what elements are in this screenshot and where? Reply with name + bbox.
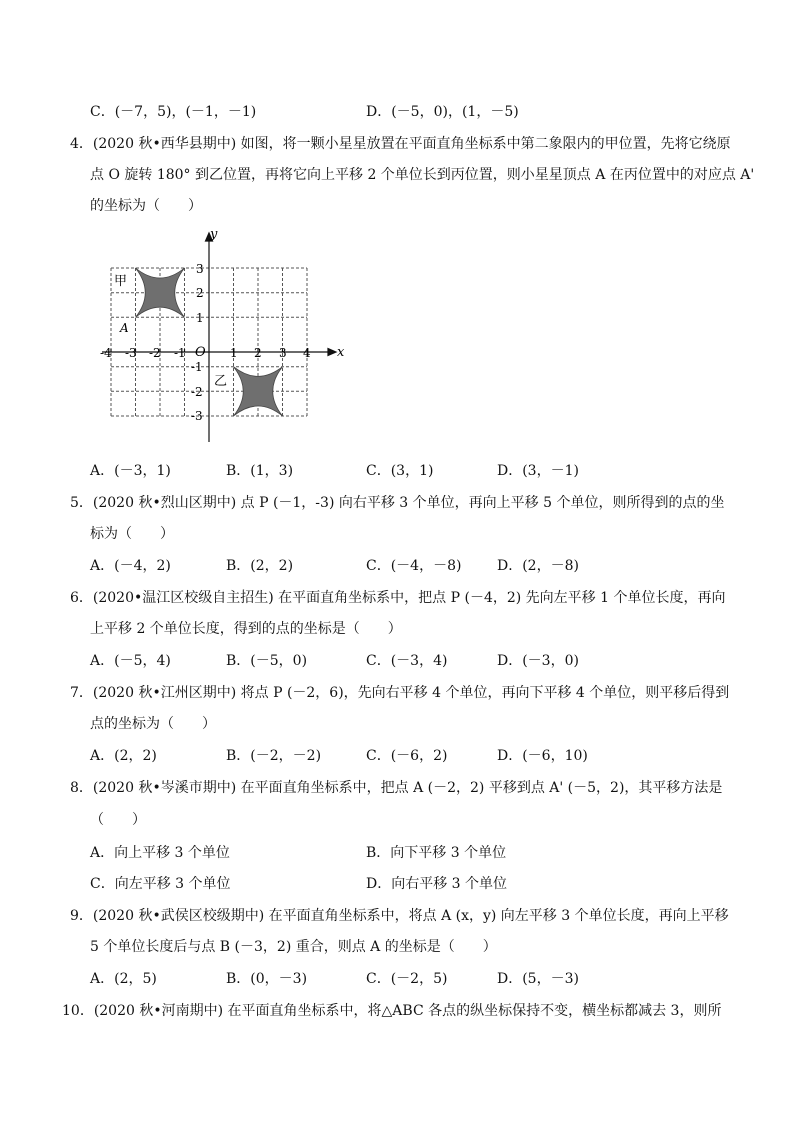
q8-option-d: D．向右平移 3 个单位 xyxy=(366,876,508,892)
x-tick-label: 2 xyxy=(254,346,262,360)
q6-stem-line1: 6．(2020•温江区校级自主招生) 在平面直角坐标系中，把点 P (－4，2) 先向左平移 1 个单位长度，再向 xyxy=(70,590,726,606)
q3-option-c: C．(－7，5)，(－1，－1) xyxy=(90,104,257,120)
q9-option-a: A．(2，5) xyxy=(90,971,157,987)
y-tick-label: 3 xyxy=(196,262,204,276)
q9-stem-line1: 9．(2020 秋•武侯区校级期中) 在平面直角坐标系中，将点 A (x，y) 向左平移 3 个单位长度，再向上平移 xyxy=(70,908,729,924)
q4-stem-line3: 的坐标为（ ） xyxy=(90,198,202,214)
q5-option-b: B．(2，2) xyxy=(226,558,294,574)
q3-option-d: D．(－5，0)，(1，－5) xyxy=(366,104,519,120)
q5-option-a: A．(－4，2) xyxy=(90,558,171,574)
y-tick-label: -3 xyxy=(191,409,203,423)
q5-option-d: D．(2，－8) xyxy=(497,558,579,574)
q7-option-d: D．(－6，10) xyxy=(497,748,588,764)
y-tick-labels xyxy=(191,262,204,423)
x-tick-label: -2 xyxy=(149,346,161,360)
y-tick-label: -2 xyxy=(191,385,203,399)
q6-option-a: A．(－5，4) xyxy=(90,653,171,669)
y-tick-label: 2 xyxy=(196,286,204,300)
q4-option-d: D．(3，－1) xyxy=(497,463,579,479)
q5-stem-line1: 5．(2020 秋•烈山区期中) 点 P (－1，-3) 向右平移 3 个单位，再向上平移 5 个单位，则所得到的点的坐 xyxy=(70,495,725,511)
q6-option-d: D．(－3，0) xyxy=(497,653,579,669)
q7-option-a: A．(2，2) xyxy=(90,748,157,764)
q7-option-c: C．(－6，2) xyxy=(366,748,448,764)
q4-stem-line1: 4．(2020 秋•西华县期中) 如图，将一颗小星星放置在平面直角坐标系中第二象限内的甲位置，先将它绕原 xyxy=(70,136,731,152)
q9-option-d: D．(5，－3) xyxy=(497,971,579,987)
q8-option-c: C．向左平移 3 个单位 xyxy=(90,876,231,892)
x-axis-label: x xyxy=(337,345,345,360)
q8-option-a: A．向上平移 3 个单位 xyxy=(90,845,230,861)
origin-label: O xyxy=(195,345,206,360)
q8-option-b: B．向下平移 3 个单位 xyxy=(366,845,507,861)
y-tick-label: 1 xyxy=(196,311,204,325)
q6-stem-line2: 上平移 2 个单位长度，得到的点的坐标是（ ） xyxy=(90,621,402,637)
x-tick-label: -1 xyxy=(174,346,186,360)
q9-option-c: C．(－2，5) xyxy=(366,971,448,987)
label-point-a: A xyxy=(120,321,129,335)
q9-option-b: B．(0，－3) xyxy=(226,971,308,987)
q9-stem-line2: 5 个单位长度后与点 B (－3，2) 重合，则点 A 的坐标是（ ） xyxy=(90,939,497,955)
q6-option-b: B．(－5，0) xyxy=(226,653,308,669)
q5-stem-line2: 标为（ ） xyxy=(90,526,174,542)
x-tick-label: -4 xyxy=(100,346,112,360)
x-tick-label: 4 xyxy=(303,346,311,360)
q4-option-b: B．(1，3) xyxy=(226,463,294,479)
y-tick-label: -1 xyxy=(191,360,203,374)
q4-option-a: A．(－3，1) xyxy=(90,463,171,479)
q6-option-c: C．(－3，4) xyxy=(366,653,448,669)
q7-option-b: B．(－2，－2) xyxy=(226,748,322,764)
q8-stem-line2: （ ） xyxy=(90,812,146,828)
q10-stem-line1: 10．(2020 秋•河南期中) 在平面直角坐标系中，将△ABC 各点的纵坐标保持不变，横坐标都减去 3，则所 xyxy=(62,1003,722,1019)
y-axis-label: y xyxy=(210,228,218,242)
coordinate-graph xyxy=(96,228,356,450)
x-tick-label: 1 xyxy=(230,346,238,360)
x-axis-arrow xyxy=(328,349,336,356)
q5-option-c: C．(－4，－8) xyxy=(366,558,462,574)
q7-stem-line2: 点的坐标为（ ） xyxy=(90,716,216,732)
x-tick-label: 3 xyxy=(279,346,287,360)
axes xyxy=(102,233,336,442)
q4-stem-line2: 点 O 旋转 180° 到乙位置，再将它向上平移 2 个单位长到丙位置，则小星星顶点 A 在丙位置中的对应点 A' xyxy=(90,167,755,183)
x-tick-label: -3 xyxy=(125,346,137,360)
q4-option-c: C．(3，1) xyxy=(366,463,434,479)
q8-stem-line1: 8．(2020 秋•岑溪市期中) 在平面直角坐标系中，把点 A (－2，2) 平移到点 A' (－5，2)，其平移方法是 xyxy=(70,780,723,796)
label-jia: 甲 xyxy=(114,274,128,289)
label-yi: 乙 xyxy=(214,374,228,389)
q7-stem-line1: 7．(2020 秋•江州区期中) 将点 P (－2，6)，先向右平移 4 个单位，再向下平移 4 个单位，则平移后得到 xyxy=(70,685,730,701)
